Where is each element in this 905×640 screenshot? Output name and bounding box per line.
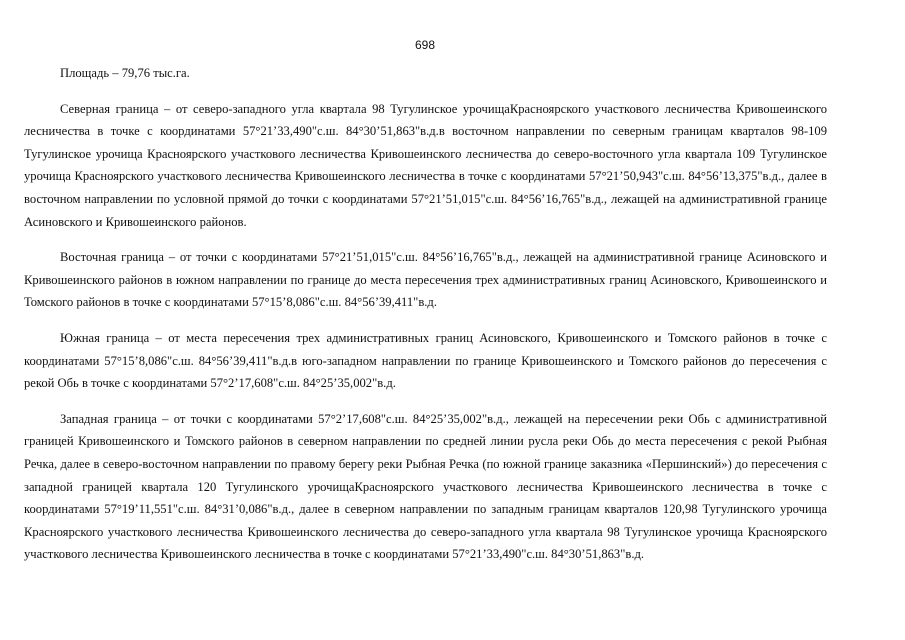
document-body <box>24 62 827 579</box>
east-boundary-paragraph: Восточная граница – от точки с координатами 57°21’51,015"с.ш. 84°56’16,765"в.д., лежащей на административной границе Асиновского и Кривошеинского районов в южном направлении по границе до места пересечения трех административных границ Асиновского, Кривошеинского и Томского районов в точке с координатами 57°15’8,086"с.ш. 84°56’39,411"в.д. <box>24 250 827 310</box>
page-number: 698 <box>414 38 436 52</box>
south-boundary-paragraph: Южная граница – от места пересечения трех административных границ Асиновского, Кривошеинского и Томского районов в точке с координатами 57°15’8,086"с.ш. 84°56’39,411"в.д.в юго-западном направлении по границе Кривошеинского и Томского районов до пересечения с рекой Обь в точке с координатами 57°2’17,608"с.ш. 84°25’35,002"в.д. <box>24 330 827 391</box>
area-paragraph: Площадь – 79,76 тыс.га. <box>60 66 190 80</box>
west-boundary-paragraph: Западная граница – от точки с координатами 57°2’17,608"с.ш. 84°25’35,002"в.д., лежащей на пересечении реки Обь с административной границей Кривошеинского и Томского районов в северном направлении по средней линии русла реки Обь до места пересечения с рекой Рыбная Речка, далее в северо-восточном направлении по правому берегу реки Рыбная Речка (по южной границе заказника «Першинский») до пересечения с западной границей квартала 120 Тугулинского урочищаКрасноярского участкового лесничества Кривошеинского лесничества в точке с координатами 57°19’11,551"с.ш. 84°31’0,086"в.д., далее в северном направлении по западным границам кварталов 120,98 Тугулинского урочища Красноярского участкового лесничества Кривошеинского лесничества до северо-западного угла квартала 98 Тугулинское урочища Красноярского участкового лесничества Кривошеинского лесничества в точке с координатами 57°21’33,490"с.ш. 84°30’51,863"в.д. <box>24 411 827 562</box>
north-boundary-paragraph: Северная граница – от северо-западного угла квартала 98 Тугулинское урочищаКрасноярского участкового лесничества Кривошеинского лесничества в точке с координатами 57°21’33,490"с.ш. 84°30’51,863"в.д.в восточном направлении по северным границам кварталов 98-109 Тугулинское урочища Красноярского участкового лесничества Кривошеинского лесничества до северо-восточного угла квартала 109 Тугулинское урочища Красноярского участкового лесничества Кривошеинского лесничества в точке с координатами 57°21’50,943"с.ш. 84°56’13,375"в.д., далее в восточном направлении по условной прямой до точки с координатами 57°21’51,015"с.ш. 84°56’16,765"в.д., лежащей на административной границе Асиновского и Кривошеинского районов. <box>24 101 827 229</box>
